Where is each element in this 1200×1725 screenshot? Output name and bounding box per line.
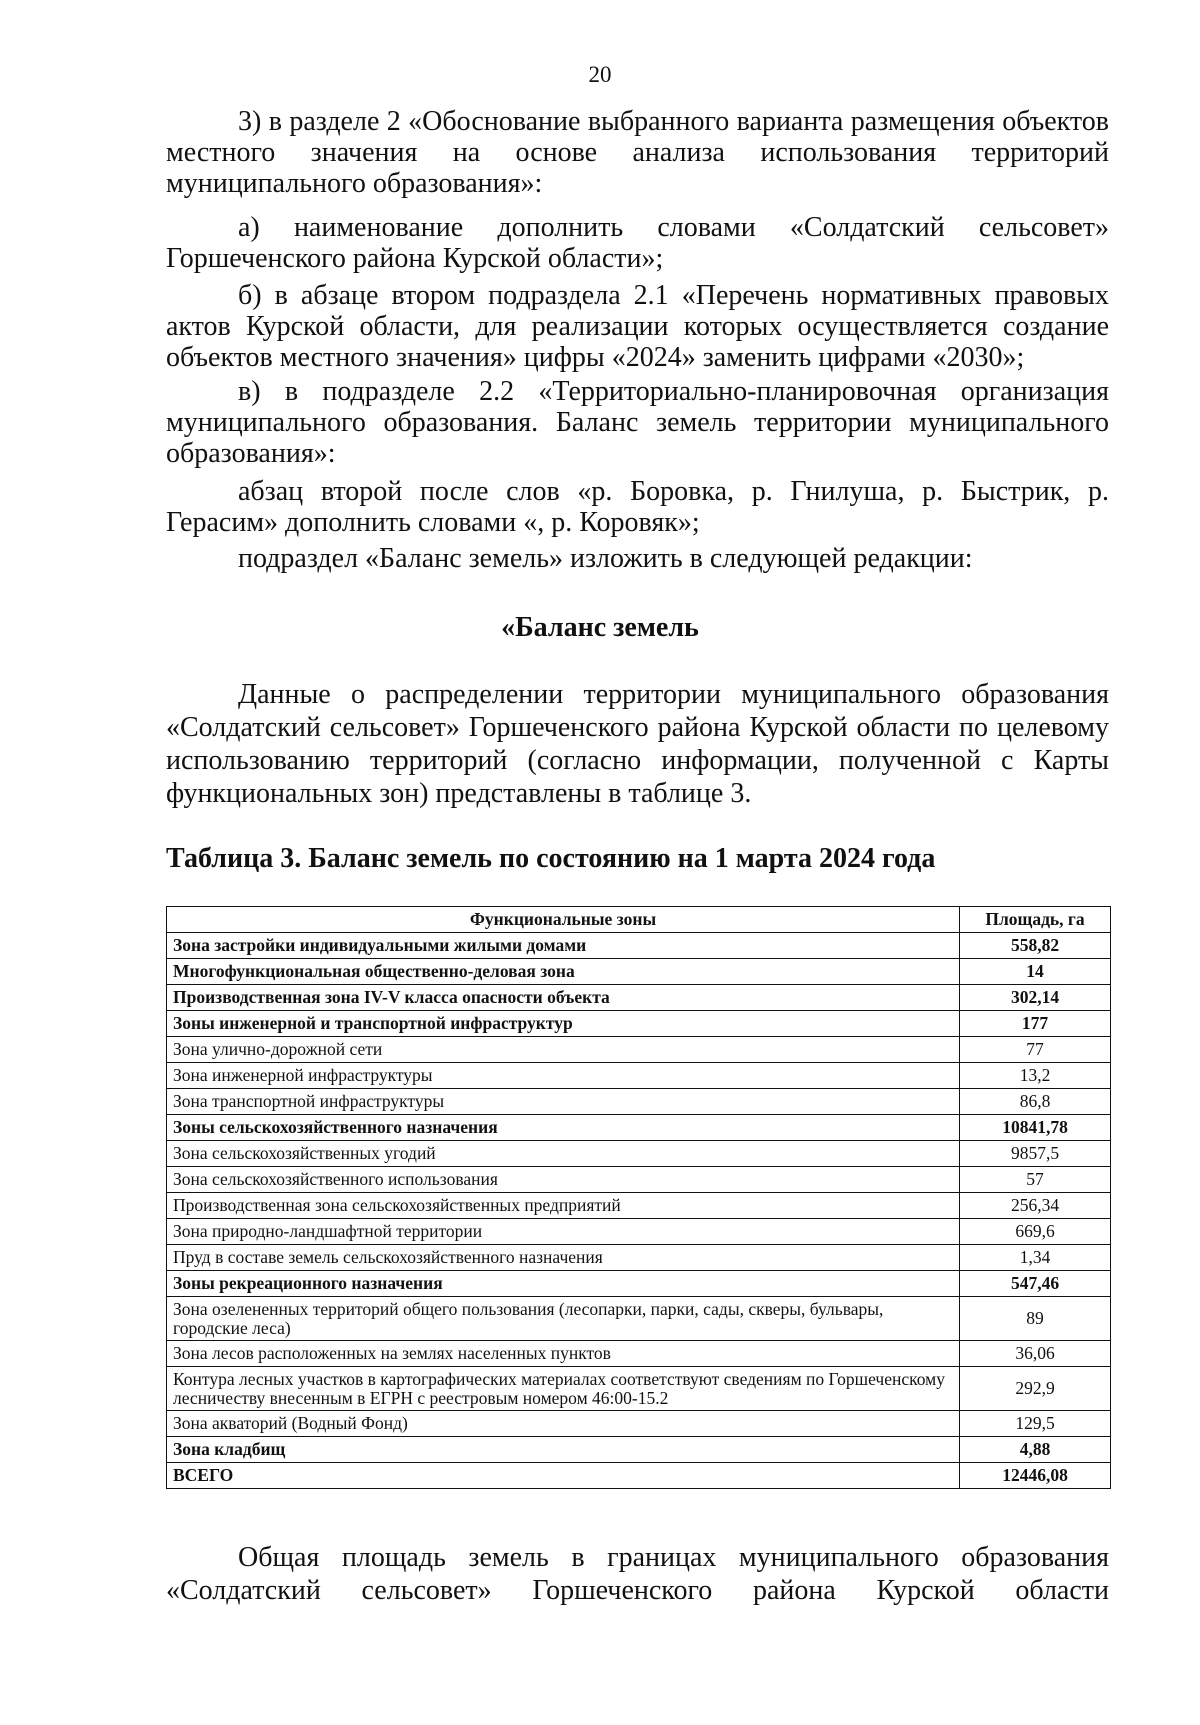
- area-cell: 302,14: [960, 985, 1111, 1011]
- intro-paragraph-6: [166, 543, 1109, 574]
- intro-paragraph-5: [166, 476, 1109, 538]
- area-cell: 57: [960, 1167, 1111, 1193]
- table-caption: Таблица 3. Баланс земель по состоянию на 1 марта 2024 года: [166, 843, 936, 874]
- zone-cell: Зоны рекреационного назначения: [167, 1271, 960, 1297]
- total-label-cell: ВСЕГО: [167, 1463, 960, 1489]
- area-cell: 10841,78: [960, 1115, 1111, 1141]
- total-area-cell: 12446,08: [960, 1463, 1111, 1489]
- area-cell: 177: [960, 1011, 1111, 1037]
- table-row: [167, 933, 1111, 959]
- intro-paragraph-1: [166, 106, 1109, 199]
- area-cell: 547,46: [960, 1271, 1111, 1297]
- zone-cell: Зона кладбищ: [167, 1437, 960, 1463]
- header-zone: Функциональные зоны: [167, 907, 960, 933]
- table-row: [167, 1037, 1111, 1063]
- zone-cell: Зона улично-дорожной сети: [167, 1037, 960, 1063]
- table-row: [167, 1367, 1111, 1411]
- table-header-row: [167, 907, 1111, 933]
- table-row: [167, 1141, 1111, 1167]
- zone-cell: Зона акваторий (Водный Фонд): [167, 1411, 960, 1437]
- section-text: Данные о распределении территории муниципального образования «Солдатский сельсовет» Горшеченского района Курской области по целевому использованию территорий (согласно информации, полученной с Карты функциональных зон) представлены в таблице 3.: [166, 679, 1109, 809]
- table-row: [167, 1219, 1111, 1245]
- area-cell: 4,88: [960, 1437, 1111, 1463]
- section-heading: «Баланс земель: [501, 612, 699, 643]
- section-paragraph: [166, 678, 1109, 810]
- area-cell: 13,2: [960, 1063, 1111, 1089]
- intro-text-6: подраздел «Баланс земель» изложить в следующей редакции:: [238, 543, 973, 574]
- area-cell: 256,34: [960, 1193, 1111, 1219]
- intro-text-1: 3) в разделе 2 «Обоснование выбранного варианта размещения объектов местного значения на основе анализа использования территорий муниципального образования»:: [166, 106, 1109, 199]
- table-row: [167, 1245, 1111, 1271]
- table-row: [167, 1437, 1111, 1463]
- zone-cell: Зона застройки индивидуальными жилыми домами: [167, 933, 960, 959]
- table-row: [167, 985, 1111, 1011]
- area-cell: 36,06: [960, 1341, 1111, 1367]
- zone-cell: Производственная зона сельскохозяйственных предприятий: [167, 1193, 960, 1219]
- zone-cell: Многофункциональная общественно-деловая зона: [167, 959, 960, 985]
- footer-text: Общая площадь земель в границах муниципального образования «Солдатский сельсовет» Горшеченского района Курской области: [166, 1542, 1109, 1606]
- land-balance-table: [166, 906, 1111, 1489]
- header-area: Площадь, га: [960, 907, 1111, 933]
- intro-paragraph-2: [166, 212, 1109, 274]
- area-cell: 1,34: [960, 1245, 1111, 1271]
- zone-cell: Пруд в составе земель сельскохозяйственного назначения: [167, 1245, 960, 1271]
- intro-text-3: б) в абзаце втором подраздела 2.1 «Перечень нормативных правовых актов Курской области, для реализации которых осуществляется создание объектов местного значения» цифры «2024» заменить цифрами «2030»;: [166, 280, 1109, 373]
- zone-cell: Зоны сельскохозяйственного назначения: [167, 1115, 960, 1141]
- footer-paragraph: [166, 1541, 1109, 1607]
- table-row: [167, 1011, 1111, 1037]
- area-cell: 77: [960, 1037, 1111, 1063]
- area-cell: 89: [960, 1297, 1111, 1341]
- table-row: [167, 1271, 1111, 1297]
- zone-cell: Зона озелененных территорий общего пользования (лесопарки, парки, сады, скверы, бульвары, городские леса): [167, 1297, 960, 1341]
- area-cell: 14: [960, 959, 1111, 985]
- zone-cell: Зона сельскохозяйственных угодий: [167, 1141, 960, 1167]
- intro-text-5: абзац второй после слов «р. Боровка, р. Гнилуша, р. Быстрик, р. Герасим» дополнить словами «, р. Коровяк»;: [166, 476, 1109, 538]
- intro-paragraph-4: [166, 376, 1109, 469]
- intro-text-2: а) наименование дополнить словами «Солдатский сельсовет» Горшеченского района Курской области»;: [166, 212, 1109, 274]
- zone-cell: Зона природно-ландшафтной территории: [167, 1219, 960, 1245]
- area-cell: 669,6: [960, 1219, 1111, 1245]
- zone-cell: Зона инженерной инфраструктуры: [167, 1063, 960, 1089]
- zone-cell: Зона транспортной инфраструктуры: [167, 1089, 960, 1115]
- intro-text-4: в) в подразделе 2.2 «Территориально-планировочная организация муниципального образования. Баланс земель территории муниципального образования»:: [166, 376, 1109, 469]
- table-row: [167, 1167, 1111, 1193]
- table-row: [167, 1089, 1111, 1115]
- area-cell: 292,9: [960, 1367, 1111, 1411]
- table-row: [167, 1411, 1111, 1437]
- intro-paragraph-3: [166, 280, 1109, 373]
- zone-cell: Контура лесных участков в картографических материалах соответствуют сведениям по Горшеченскому лесничеству внесенным в ЕГРН с реестровым номером 46:00-15.2: [167, 1367, 960, 1411]
- table-row: [167, 959, 1111, 985]
- zone-cell: Зона лесов расположенных на землях населенных пунктов: [167, 1341, 960, 1367]
- table-row: [167, 1341, 1111, 1367]
- zone-cell: Производственная зона IV-V класса опасности объекта: [167, 985, 960, 1011]
- area-cell: 86,8: [960, 1089, 1111, 1115]
- table-row: [167, 1297, 1111, 1341]
- table-row: [167, 1115, 1111, 1141]
- area-cell: 558,82: [960, 933, 1111, 959]
- area-cell: 129,5: [960, 1411, 1111, 1437]
- table-row: [167, 1063, 1111, 1089]
- table-row: [167, 1193, 1111, 1219]
- page-number: 20: [588, 62, 612, 87]
- total-row: [167, 1463, 1111, 1489]
- zone-cell: Зоны инженерной и транспортной инфраструктур: [167, 1011, 960, 1037]
- zone-cell: Зона сельскохозяйственного использования: [167, 1167, 960, 1193]
- area-cell: 9857,5: [960, 1141, 1111, 1167]
